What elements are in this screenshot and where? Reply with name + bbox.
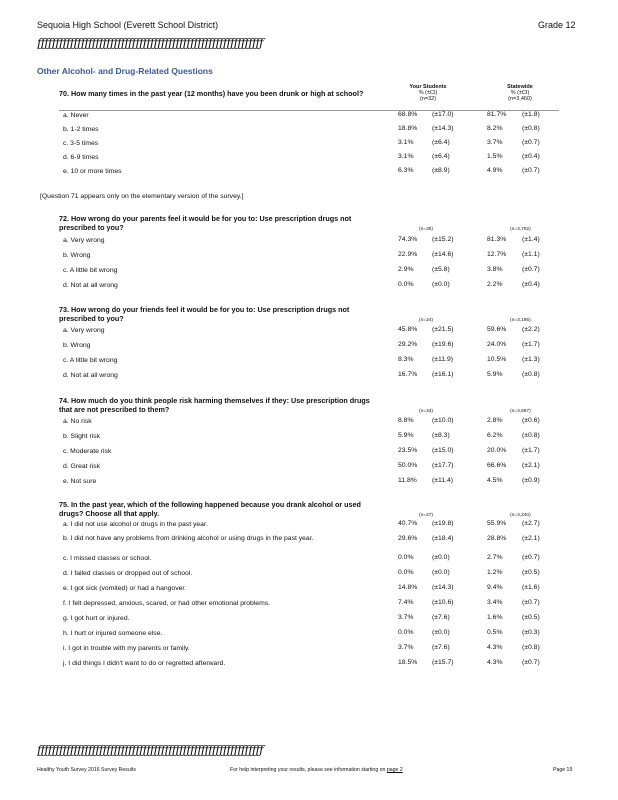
option-pct-state: 55.9% — [487, 520, 507, 527]
option-label: b. I did not have any problems from drinking alcohol or using drugs in the past year. — [63, 535, 314, 542]
option-ci-state: (±0.5) — [522, 569, 540, 576]
option-pct-yours: 16.7% — [398, 371, 418, 378]
option-ci-state: (±0.7) — [522, 266, 540, 273]
option-pct-state: 4.3% — [487, 659, 503, 666]
option-pct-yours: 2.9% — [398, 266, 414, 273]
option-label: d. I failed classes or dropped out of school. — [63, 570, 193, 577]
option-ci-yours: (±14.6) — [432, 251, 454, 258]
option-label: h. I hurt or injured someone else. — [63, 630, 163, 637]
option-ci-state: (±0.7) — [522, 659, 540, 666]
option-pct-yours: 7.4% — [398, 599, 414, 606]
option-ci-yours: (±5.8) — [432, 266, 450, 273]
option-label: e. I got sick (vomited) or had a hangover. — [63, 585, 187, 592]
n-statewide: (n=3,702) — [510, 227, 531, 232]
option-pct-state: 10.5% — [487, 356, 507, 363]
option-ci-state: (±0.5) — [522, 614, 540, 621]
option-ci-state: (±1.6) — [522, 584, 540, 591]
option-ci-state: (±0.8) — [522, 432, 540, 439]
n-yours: (n=24) — [419, 318, 433, 323]
option-label: c. Moderate risk — [63, 448, 112, 455]
option-ci-state: (±0.7) — [522, 167, 540, 174]
option-label: a. Never — [63, 112, 89, 119]
option-pct-state: 1.2% — [487, 569, 503, 576]
option-label: b. Wrong — [63, 252, 91, 259]
option-ci-state: (±0.3) — [522, 629, 540, 636]
option-ci-state: (±0.8) — [522, 125, 540, 132]
option-ci-yours: (±0.0) — [432, 629, 450, 636]
option-pct-yours: 0.0% — [398, 569, 414, 576]
option-pct-yours: 18.5% — [398, 659, 418, 666]
option-pct-yours: 3.7% — [398, 614, 414, 621]
option-label: b. 1-2 times — [63, 126, 99, 133]
option-label: f. I felt depressed, anxious, scared, or had other emotional problems. — [63, 600, 271, 607]
option-ci-state: (±1.1) — [522, 251, 540, 258]
option-pct-state: 3.4% — [487, 599, 503, 606]
section-title: Other Alcohol- and Drug-Related Questions — [37, 66, 213, 76]
option-pct-yours: 11.8% — [398, 477, 417, 484]
option-ci-yours: (±17.7) — [432, 462, 454, 469]
option-pct-yours: 68.8% — [398, 111, 418, 118]
option-pct-yours: 3.1% — [398, 153, 414, 160]
n-yours: (n=27) — [419, 513, 433, 518]
n-statewide: (n=3,240) — [510, 513, 531, 518]
option-pct-state: 6.2% — [487, 432, 503, 439]
option-label: g. I got hurt or injured. — [63, 615, 130, 622]
option-label: a. Very wrong — [63, 327, 105, 334]
option-ci-yours: (±16.1) — [432, 371, 454, 378]
option-pct-yours: 14.8% — [398, 584, 418, 591]
option-pct-state: 5.9% — [487, 371, 503, 378]
option-pct-state: 2.8% — [487, 417, 503, 424]
page-2-link[interactable]: page 2 — [386, 767, 403, 773]
option-ci-state: (±1.4) — [522, 236, 540, 243]
option-ci-yours: (±0.0) — [432, 569, 450, 576]
option-pct-state: 20.0% — [487, 447, 507, 454]
option-pct-yours: 40.7% — [398, 520, 418, 527]
option-pct-yours: 0.0% — [398, 281, 414, 288]
option-ci-state: (±0.7) — [522, 554, 540, 561]
footer-page-number: Page 19 — [553, 767, 573, 773]
option-pct-yours: 29.6% — [398, 535, 418, 542]
option-ci-state: (±1.8) — [522, 111, 540, 118]
option-pct-state: 3.8% — [487, 266, 503, 273]
question-70: 70. How many times in the past year (12 months) have you been drunk or high at school? — [59, 89, 364, 98]
option-ci-state: (±0.7) — [522, 139, 540, 146]
option-pct-state: 12.7% — [487, 251, 507, 258]
option-pct-yours: 3.7% — [398, 644, 414, 651]
option-ci-state: (±0.4) — [522, 153, 540, 160]
option-ci-yours: (±21.5) — [432, 326, 454, 333]
option-ci-yours: (±15.2) — [432, 236, 454, 243]
option-label: d. 6-9 times — [63, 154, 99, 161]
option-label: c. A little bit wrong — [63, 267, 118, 274]
option-pct-state: 4.9% — [487, 167, 503, 174]
option-label: d. Great risk — [63, 463, 101, 470]
option-pct-state: 0.5% — [487, 629, 503, 636]
note-question-71: [Question 71 appears only on the elementary version of the survey.] — [40, 193, 244, 200]
school-name: Sequoia High School (Everett School District) — [37, 20, 219, 30]
option-ci-state: (±2.1) — [522, 462, 540, 469]
option-pct-state: 59.6% — [487, 326, 507, 333]
option-ci-yours: (±10.6) — [432, 599, 454, 606]
option-pct-state: 81.3% — [487, 236, 507, 243]
option-pct-yours: 8.3% — [398, 356, 414, 363]
header-rule: ƒƒƒƒƒƒƒƒƒƒƒƒƒƒƒƒƒƒƒƒƒƒƒƒƒƒƒƒƒƒƒƒƒƒƒƒƒƒƒƒƒƒƒƒƒƒƒƒƒƒƒƒƒƒƒƒƒƒƒƒƒƒ — [37, 36, 263, 50]
option-label: e. 10 or more times — [63, 168, 122, 175]
option-pct-state: 66.6% — [487, 462, 507, 469]
option-label: b. Wrong — [63, 342, 91, 349]
option-pct-yours: 3.1% — [398, 139, 414, 146]
option-pct-state: 28.8% — [487, 535, 507, 542]
footer-rule: ƒƒƒƒƒƒƒƒƒƒƒƒƒƒƒƒƒƒƒƒƒƒƒƒƒƒƒƒƒƒƒƒƒƒƒƒƒƒƒƒƒƒƒƒƒƒƒƒƒƒƒƒƒƒƒƒƒƒƒƒƒƒ — [37, 743, 263, 757]
n-yours: (n=35) — [419, 227, 433, 232]
option-pct-yours: 6.3% — [398, 167, 414, 174]
option-pct-state: 81.7% — [487, 111, 507, 118]
option-pct-state: 3.7% — [487, 139, 503, 146]
question-73: 73. How wrong do your friends feel it would be for you to: Use prescription drugs not prescribed to you? — [59, 305, 350, 323]
option-ci-state: (±1.7) — [522, 341, 540, 348]
option-ci-yours: (±0.0) — [432, 281, 450, 288]
option-ci-yours: (±8.9) — [432, 167, 450, 174]
option-ci-yours: (±14.3) — [432, 584, 454, 591]
footer-center — [230, 767, 403, 773]
option-pct-yours: 5.9% — [398, 432, 414, 439]
option-label: e. Not sure — [63, 478, 97, 485]
option-label: d. Not at all wrong — [63, 282, 118, 289]
option-pct-state: 1.6% — [487, 614, 503, 621]
option-ci-state: (±1.3) — [522, 356, 540, 363]
option-ci-yours: (±8.3) — [432, 432, 450, 439]
option-label: b. Slight risk — [63, 433, 101, 440]
option-ci-yours: (±18.4) — [432, 535, 454, 542]
option-ci-yours: (±17.0) — [432, 111, 454, 118]
option-pct-yours: 74.3% — [398, 236, 418, 243]
option-label: a. Very wrong — [63, 237, 105, 244]
option-pct-yours: 8.8% — [398, 417, 414, 424]
option-pct-yours: 22.9% — [398, 251, 418, 258]
option-pct-yours: 29.2% — [398, 341, 418, 348]
option-pct-state: 8.2% — [487, 125, 503, 132]
option-ci-yours: (±6.4) — [432, 139, 450, 146]
col-header-statewide: Statewide % (±CI) (n=3,460) — [507, 84, 533, 102]
option-pct-yours: 0.0% — [398, 554, 414, 561]
option-label: c. A little bit wrong — [63, 357, 118, 364]
option-ci-yours: (±19.6) — [432, 341, 454, 348]
option-label: d. Not at all wrong — [63, 372, 118, 379]
footer-left: Healthy Youth Survey 2016 Survey Results — [37, 767, 136, 773]
option-ci-state: (±0.7) — [522, 599, 540, 606]
option-pct-yours: 50.0% — [398, 462, 418, 469]
option-ci-yours: (±19.8) — [432, 520, 454, 527]
option-label: j. I did things I didn't want to do or regretted afterward. — [63, 660, 226, 667]
option-ci-yours: (±11.9) — [432, 356, 453, 363]
option-ci-yours: (±11.4) — [432, 477, 453, 484]
option-ci-state: (±2.2) — [522, 326, 540, 333]
option-ci-yours: (±6.4) — [432, 153, 450, 160]
option-ci-yours: (±7.6) — [432, 644, 450, 651]
option-pct-state: 4.5% — [487, 477, 503, 484]
footer-help-text: For help interpreting your results, please see information starting on — [230, 767, 386, 773]
question-74: 74. How much do you think people risk harming themselves if they: Use prescription drugs that are not prescribed to them? — [59, 396, 370, 414]
option-ci-yours: (±15.7) — [432, 659, 454, 666]
option-label: a. No risk — [63, 418, 92, 425]
option-pct-yours: 45.8% — [398, 326, 418, 333]
option-ci-state: (±0.8) — [522, 644, 540, 651]
option-pct-state: 4.3% — [487, 644, 503, 651]
option-pct-state: 2.7% — [487, 554, 503, 561]
option-label: c. 3-5 times — [63, 140, 99, 147]
option-ci-yours: (±14.3) — [432, 125, 454, 132]
option-ci-state: (±0.9) — [522, 477, 540, 484]
option-ci-state: (±0.8) — [522, 371, 540, 378]
divider — [59, 110, 559, 111]
option-ci-state: (±1.7) — [522, 447, 540, 454]
question-75: 75. In the past year, which of the following happened because you drank alcohol or used drugs? Choose all that apply. — [59, 500, 361, 518]
option-label: c. I missed classes or school. — [63, 555, 152, 562]
option-ci-state: (±2.1) — [522, 535, 540, 542]
option-ci-state: (±0.6) — [522, 417, 540, 424]
n-statewide: (n=3,687) — [510, 409, 531, 414]
option-pct-state: 1.5% — [487, 153, 503, 160]
option-label: a. I did not use alcohol or drugs in the past year. — [63, 521, 208, 528]
n-statewide: (n=3,195) — [510, 318, 531, 323]
option-ci-yours: (±0.0) — [432, 554, 450, 561]
option-ci-yours: (±10.0) — [432, 417, 454, 424]
col-header-yours: Your Students % (±CI) (n=32) — [409, 84, 447, 102]
option-pct-state: 2.2% — [487, 281, 503, 288]
grade-label: Grade 12 — [538, 20, 576, 30]
option-pct-yours: 18.8% — [398, 125, 418, 132]
option-pct-state: 9.4% — [487, 584, 503, 591]
n-yours: (n=34) — [419, 409, 433, 414]
option-ci-yours: (±15.0) — [432, 447, 454, 454]
option-pct-state: 24.0% — [487, 341, 507, 348]
option-pct-yours: 23.5% — [398, 447, 418, 454]
option-pct-yours: 0.0% — [398, 629, 414, 636]
question-72: 72. How wrong do your parents feel it would be for you to: Use prescription drugs not prescribed to you? — [59, 214, 352, 232]
option-label: i. I got in trouble with my parents or family. — [63, 645, 190, 652]
option-ci-state: (±2.7) — [522, 520, 540, 527]
option-ci-yours: (±7.6) — [432, 614, 450, 621]
option-ci-state: (±0.4) — [522, 281, 540, 288]
